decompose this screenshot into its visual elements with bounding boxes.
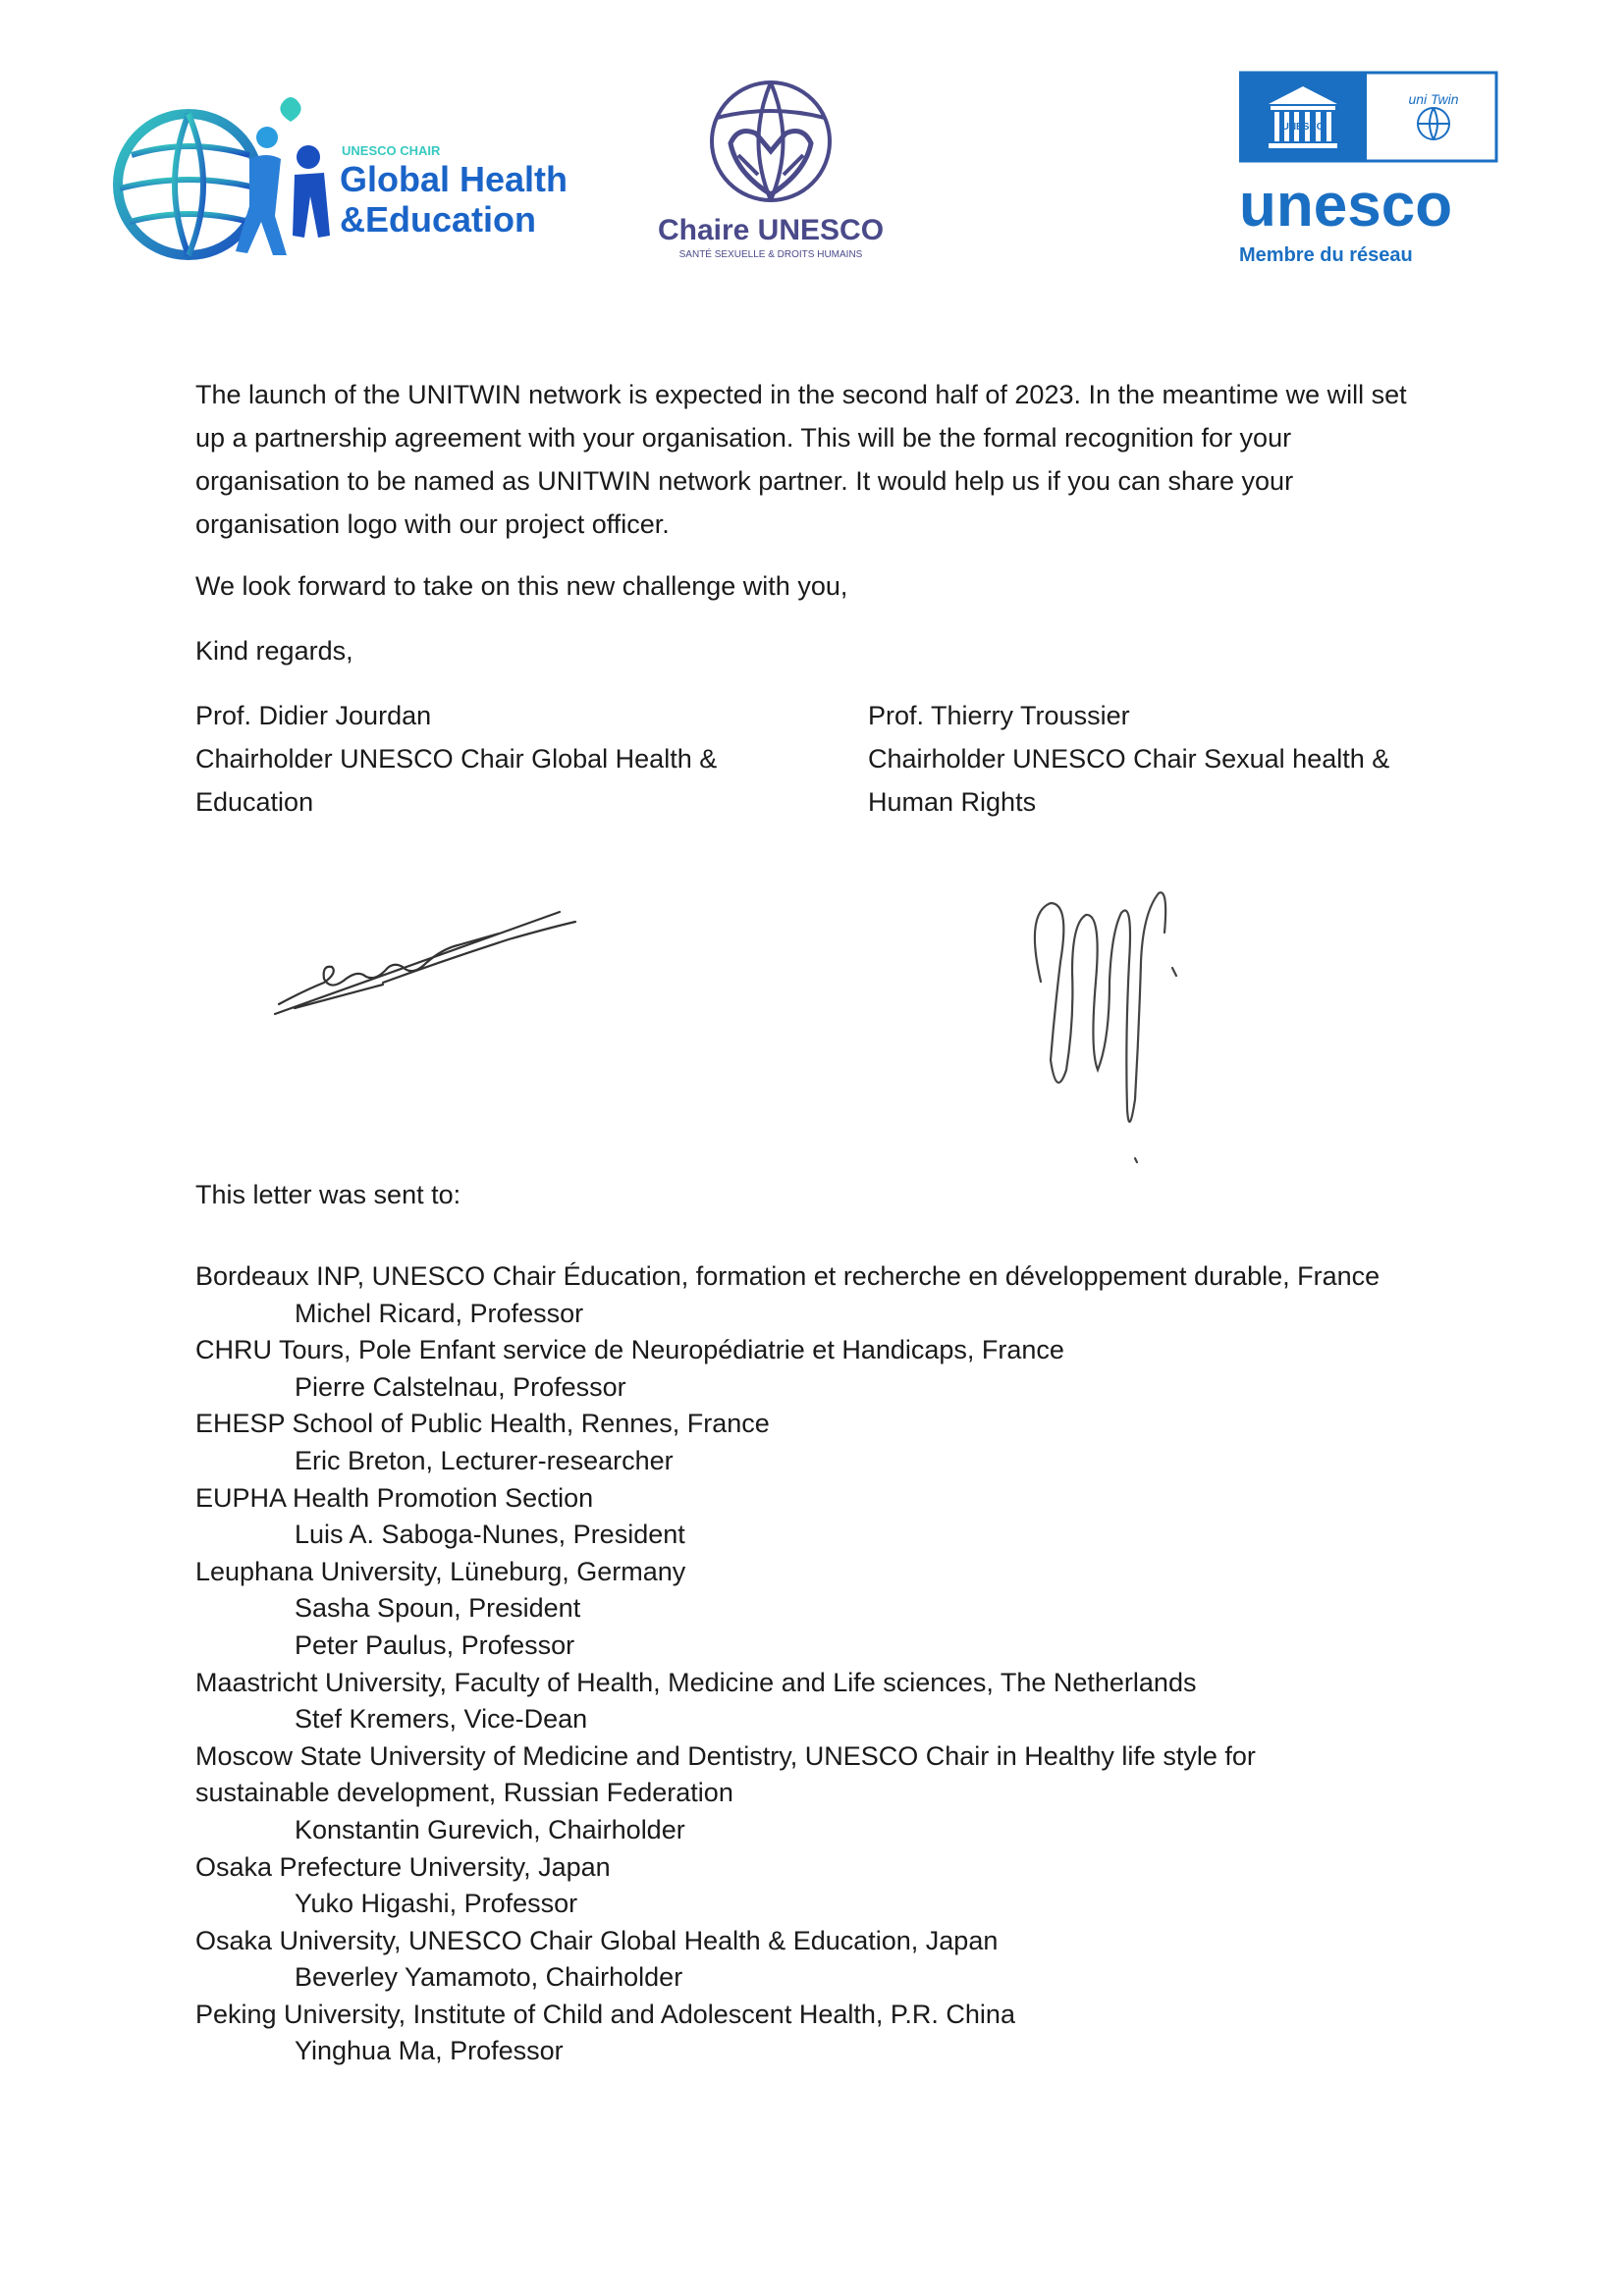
global-health-education-logo bbox=[102, 69, 593, 265]
chaire-subtitle: SANTÉ SEXUELLE & DROITS HUMAINS bbox=[678, 249, 863, 260]
signature-troussier-image bbox=[1011, 874, 1208, 1168]
signatory-title-line1: Chairholder UNESCO Chair Global Health & bbox=[195, 744, 718, 774]
recipient-person: Yuko Higashi, Professor bbox=[295, 1889, 578, 1919]
recipient-person: Konstantin Gurevich, Chairholder bbox=[295, 1814, 685, 1844]
recipient-person: Eric Breton, Lecturer-researcher bbox=[295, 1445, 674, 1475]
recipient-organisation: EUPHA Health Promotion Section bbox=[195, 1482, 594, 1513]
recipient-organisation: Maastricht University, Faculty of Health, Medicine and Life sciences, The Netherlands bbox=[195, 1667, 1197, 1697]
signature-jourdan-image bbox=[265, 888, 579, 1026]
recipient-person: Pierre Calstelnau, Professor bbox=[295, 1371, 626, 1402]
recipient-person: Luis A. Saboga-Nunes, President bbox=[295, 1520, 685, 1550]
logo-title-line2: &Education bbox=[340, 199, 537, 240]
globe-icon bbox=[118, 114, 259, 255]
recipient-person: Stef Kremers, Vice-Dean bbox=[295, 1704, 588, 1735]
signatory-name: Prof. Didier Jourdan bbox=[195, 701, 432, 730]
recipient-organisation: CHRU Tours, Pole Enfant service de Neuropédiatrie et Handicaps, France bbox=[195, 1335, 1064, 1365]
recipient-person: Sasha Spoun, President bbox=[295, 1593, 581, 1624]
unesco-panel-label: UNESCO bbox=[1281, 122, 1325, 133]
recipients-heading: This letter was sent to: bbox=[195, 1180, 461, 1209]
recipient-organisation: EHESP School of Public Health, Rennes, France bbox=[195, 1409, 770, 1439]
chaire-unesco-logo bbox=[648, 75, 893, 271]
recipient-person: Beverley Yamamoto, Chairholder bbox=[295, 1962, 683, 1993]
chaire-name: Chaire UNESCO bbox=[657, 214, 885, 246]
recipient-person: Peter Paulus, Professor bbox=[295, 1629, 575, 1660]
recipient-organisation: Peking University, Institute of Child and Adolescent Health, P.R. China bbox=[195, 1999, 1015, 2029]
unitwin-icon bbox=[1418, 108, 1449, 139]
recipient-person: Yinghua Ma, Professor bbox=[295, 2036, 564, 2066]
signatory-jourdan bbox=[195, 694, 745, 824]
recipient-organisation: Leuphana University, Lüneburg, Germany bbox=[195, 1556, 686, 1586]
recipient-organisation: Bordeaux INP, UNESCO Chair Éducation, formation et recherche en développement durable, France bbox=[195, 1261, 1380, 1291]
people-icon bbox=[236, 97, 330, 255]
unitwin-label: uni Twin bbox=[1408, 91, 1459, 107]
logo-chair-label: UNESCO CHAIR bbox=[342, 143, 441, 158]
signatory-troussier bbox=[868, 694, 1418, 824]
recipient-organisation-line2: sustainable development, Russian Federation bbox=[195, 1778, 733, 1808]
signatory-title-line2: Education bbox=[195, 787, 314, 817]
signatory-title-line1: Chairholder UNESCO Chair Sexual health & bbox=[868, 744, 1390, 774]
signatory-title-line2: Human Rights bbox=[868, 787, 1037, 817]
logo-title-line1: Global Health bbox=[340, 159, 568, 199]
recipient-organisation: Osaka University, UNESCO Chair Global Health & Education, Japan bbox=[195, 1925, 999, 1955]
recipient-organisation: Osaka Prefecture University, Japan bbox=[195, 1851, 611, 1882]
letter-paragraph-launch: The launch of the UNITWIN network is expected in the second half of 2023. In the meantime we will set up a partnership agreement with your organisation. This will be the formal recognition for your organisation to be named as UNITWIN network partner. It would help us if you can share your organisation logo with our project officer. bbox=[195, 380, 1407, 539]
globe-hands-icon bbox=[712, 82, 830, 200]
unesco-unitwin-logo bbox=[1239, 69, 1504, 275]
signatory-name: Prof. Thierry Troussier bbox=[868, 701, 1130, 730]
member-label: Membre du réseau bbox=[1239, 244, 1413, 266]
letter-paragraph-lookforward: We look forward to take on this new challenge with you, bbox=[195, 571, 848, 601]
recipients-list bbox=[195, 1258, 1472, 2070]
recipient-person: Michel Ricard, Professor bbox=[295, 1298, 584, 1328]
unesco-wordmark: unesco bbox=[1239, 172, 1453, 240]
letter-closing: Kind regards, bbox=[195, 636, 353, 666]
recipient-organisation-line1: Moscow State University of Medicine and Dentistry, UNESCO Chair in Healthy life style for bbox=[195, 1740, 1256, 1771]
